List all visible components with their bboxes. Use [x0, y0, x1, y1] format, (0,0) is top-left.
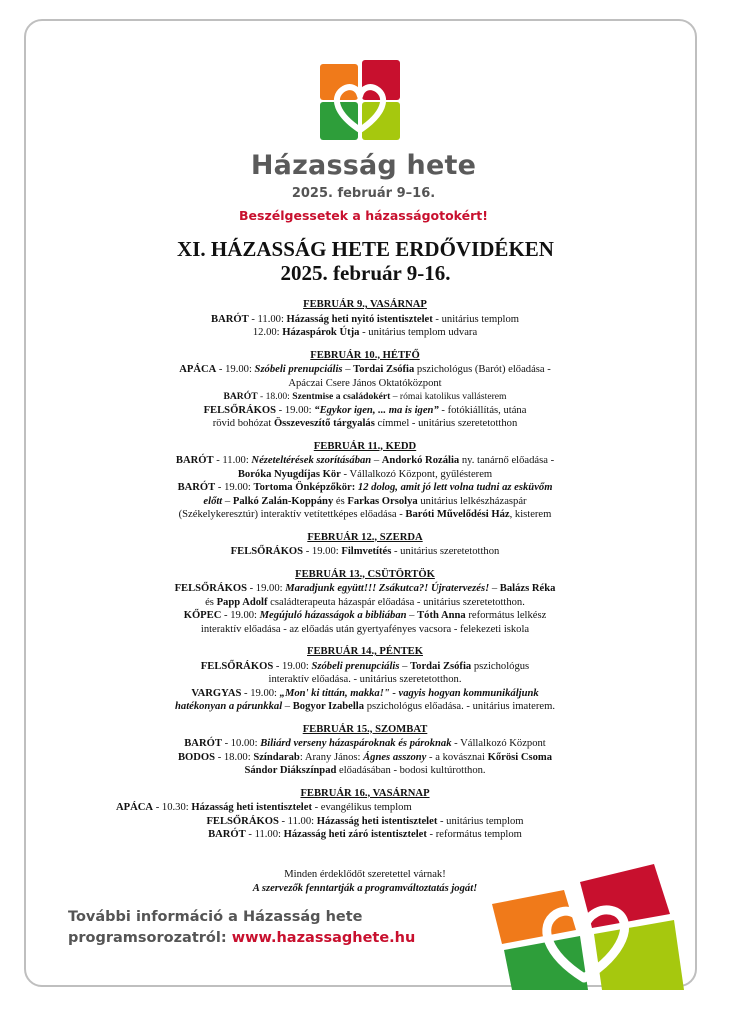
website-link[interactable]: www.hazassaghete.hu — [231, 930, 416, 946]
event-line: FELSŐRÁKOS - 19.00: Filmvetítés - unitárius szeretetotthon — [230, 546, 500, 557]
schedule — [60, 298, 670, 851]
event-line: interaktív előadása. - unitárius szeretetotthon. — [268, 674, 462, 685]
event-line: BODOS - 18.00: Színdarab: Arany János: Ágnes asszony - a kovásznai Kőrösi Csoma — [177, 751, 553, 763]
event-line: APÁCA - 19.00: Szóbeli prenupciális – Tordai Zsófia pszichológus (Barót) előadása - — [179, 364, 551, 375]
event-line: és Papp Adolf családterapeuta házaspár előadása - unitárius szeretetotthon. — [205, 596, 525, 608]
closing-invite: Minden érdeklődőt szeretettel várnak! — [284, 869, 446, 880]
day-section-feb-10 — [60, 349, 670, 431]
event-line: BARÓT - 11.00: Nézeteltérések szorításában – Andorkó Rozália ny. tanárnő előadása - — [175, 455, 555, 466]
event-line: FELSŐRÁKOS - 11.00: Házasság heti istentisztelet - unitárius templom — [206, 815, 524, 827]
day-section-feb-13 — [60, 568, 670, 637]
event-line: BARÓT - 18.00: Szentmise a családokért – római katolikus vallásterem — [223, 391, 507, 402]
footer-info — [68, 907, 415, 949]
closing-disclaimer: A szervezők fenntartják a programváltoztatás jogát! — [252, 882, 478, 894]
event-line: FELSŐRÁKOS - 19.00: Szóbeli prenupciális – Tordai Zsófia pszichológus — [200, 660, 530, 672]
day-header: FEBRUÁR 11., KEDD — [313, 440, 417, 452]
event-line: 12.00: Házaspárok Útja - unitárius templom udvara — [252, 327, 478, 338]
main-title-line2: 2025. február 9-16. — [280, 261, 451, 285]
footer-line2 — [68, 928, 415, 949]
day-header: FEBRUÁR 12., SZERDA — [307, 531, 423, 543]
event-line: APÁCA - 10.30: Házasság heti istentisztelet - evangélikus templom — [116, 802, 412, 813]
day-section-feb-11 — [60, 440, 670, 522]
day-section-feb-14 — [60, 645, 670, 714]
main-title — [0, 237, 731, 285]
event-line: interaktív előadása - az előadás után gyertyafényes vacsora - felekezeti iskola — [200, 623, 530, 635]
event-line: BARÓT - 19.00: Tortoma Önképzőkör: 12 dolog, amit jó lett volna tudni az esküvőm — [177, 482, 553, 493]
day-section-feb-15 — [60, 723, 670, 778]
footer-line1: További információ a Házasság hete — [68, 909, 363, 925]
day-section-feb-16 — [60, 787, 670, 842]
brand-date: 2025. február 9–16. — [291, 186, 436, 201]
main-title-line1: XI. HÁZASSÁG HETE ERDŐVIDÉKEN — [177, 237, 554, 261]
day-header: FEBRUÁR 13., CSÜTÖRTÖK — [295, 568, 435, 580]
event-line: hatékonyan a párunkkal – Bogyor Izabella pszichológus előadása. - unitárius imaterem. — [175, 701, 555, 712]
event-line: FELSŐRÁKOS - 19.00: “Egykor igen, ... ma is igen” - fotókiállítás, utána — [203, 404, 527, 416]
heart-tiles-logo-icon — [484, 860, 684, 990]
event-line: BARÓT - 11.00: Házasság heti nyitó istentisztelet - unitárius templom — [211, 313, 519, 325]
day-section-feb-12 — [60, 531, 670, 559]
event-line: előtt – Palkó Zalán-Koppány és Farkas Orsolya unitárius lelkészházaspár — [203, 495, 527, 507]
brand-title: Házasság hete — [250, 150, 477, 181]
day-header: FEBRUÁR 14., PÉNTEK — [307, 646, 423, 657]
day-header: FEBRUÁR 15., SZOMBAT — [302, 723, 428, 735]
day-header: FEBRUÁR 10., HÉTFŐ — [310, 349, 420, 361]
event-line: (Székelykeresztúr) interaktív vetítettképes előadása - Baróti Művelődési Ház, kisterem — [178, 509, 552, 520]
day-header: FEBRUÁR 9., VASÁRNAP — [303, 299, 427, 310]
event-line: VARGYAS - 19.00: „Mon' ki tittán, makka!" - vagyis hogyan kommunikáljunk — [191, 687, 539, 699]
day-section-feb-9 — [60, 298, 670, 340]
event-line: FELSŐRÁKOS - 19.00: Maradjunk együtt!!! Zsákutca?! Újratervezés! – Balázs Réka — [174, 583, 556, 594]
event-line: Sándor Diákszínpad előadásában - bodosi kultúrotthon. — [244, 765, 486, 776]
event-line: KŐPEC - 19.00: Megújuló házasságok a bibliában – Tóth Anna református lelkész — [183, 610, 547, 621]
day-header: FEBRUÁR 16., VASÁRNAP — [300, 787, 430, 799]
event-line: BARÓT - 10.00: Biliárd verseny házaspároknak és pároknak - Vállalkozó Központ — [184, 738, 546, 749]
footer-line2-text: programsorozatról: — [68, 930, 232, 946]
brand-slogan: Beszélgessetek a házasságotokért! — [239, 208, 488, 223]
event-line: Boróka Nyugdíjas Kör - Vállalkozó Központ, gyűlésterem — [237, 468, 493, 480]
event-line: BARÓT - 11.00: Házasság heti záró istentisztelet - református templom — [208, 829, 522, 840]
heart-tiles-logo-icon — [318, 58, 402, 142]
event-line: rövid bohózat Összeveszítő tárgyalás címmel - unitárius szeretetotthon — [212, 418, 518, 429]
event-line: Apáczai Csere János Oktatóközpont — [288, 377, 442, 389]
